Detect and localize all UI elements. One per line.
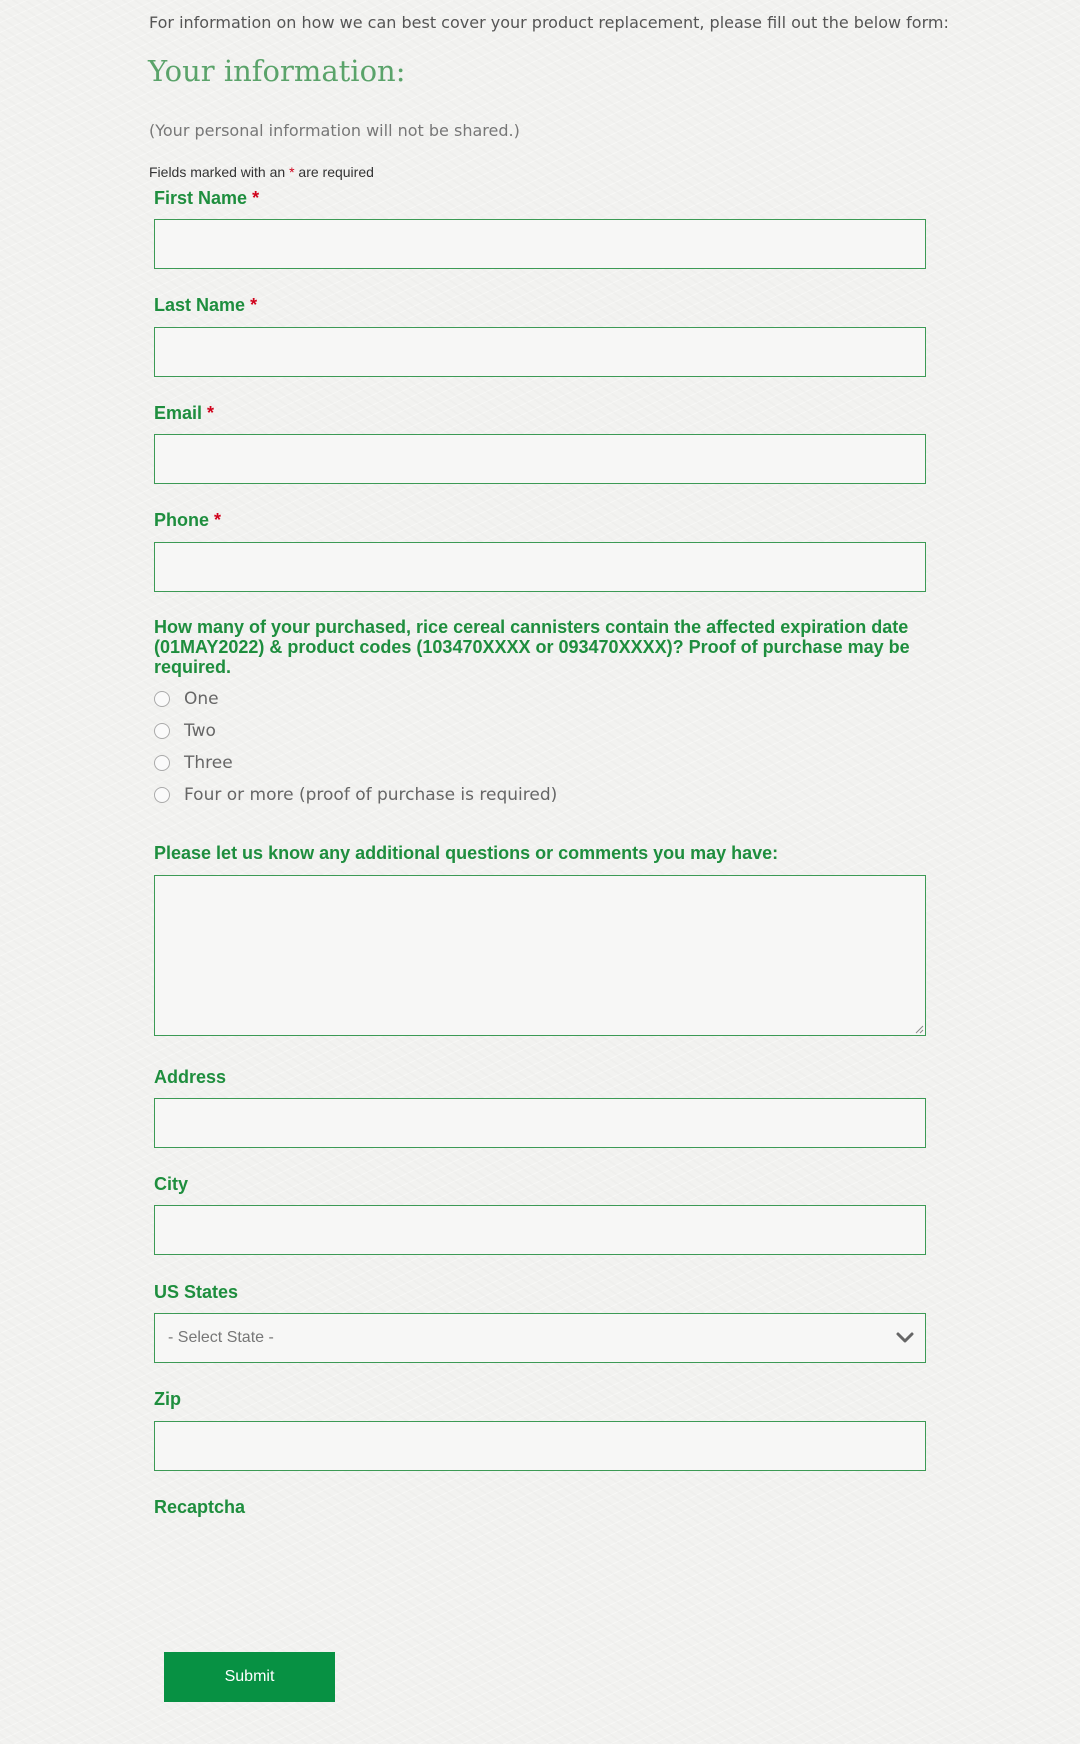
zip-label: Zip: [154, 1389, 181, 1409]
email-label: [154, 403, 214, 424]
comments-label: Please let us know any additional questions or comments you may have:: [154, 843, 779, 863]
city-label: City: [154, 1174, 189, 1194]
radio-option-four-or-more[interactable]: [154, 783, 557, 807]
required-note-star: *: [289, 164, 295, 180]
radio-option-label[interactable]: One: [184, 689, 219, 709]
section-title: Your information:: [148, 54, 406, 88]
resize-grip-icon[interactable]: [914, 1024, 924, 1034]
state-select-value[interactable]: - Select State -: [168, 1329, 274, 1346]
first-name-input[interactable]: [154, 219, 926, 269]
radio-option-three[interactable]: [154, 751, 233, 775]
required-note-after: are required: [294, 164, 374, 180]
radio-circle-icon[interactable]: [154, 723, 170, 739]
phone-required-star: *: [214, 510, 222, 530]
state-select[interactable]: [154, 1313, 926, 1363]
submit-button[interactable]: Submit: [164, 1652, 335, 1702]
email-input[interactable]: [154, 434, 926, 484]
email-required-star: *: [207, 403, 215, 423]
required-fields-note: [149, 164, 374, 180]
phone-input[interactable]: [154, 542, 926, 592]
last-name-label-text: Last Name: [154, 295, 246, 315]
radio-option-label[interactable]: Two: [184, 721, 216, 741]
intro-text: For information on how we can best cover your product replacement, please fill out the below form:: [149, 13, 949, 32]
address-label: Address: [154, 1067, 227, 1087]
email-label-text: Email: [154, 403, 203, 423]
radio-circle-icon[interactable]: [154, 787, 170, 803]
radio-circle-icon[interactable]: [154, 691, 170, 707]
chevron-down-icon[interactable]: [895, 1328, 915, 1348]
zip-input[interactable]: [154, 1421, 926, 1471]
first-name-label: [154, 188, 259, 209]
phone-label: [154, 510, 221, 531]
radio-option-label[interactable]: Four or more (proof of purchase is required): [184, 785, 558, 805]
privacy-note: (Your personal information will not be shared.): [149, 121, 520, 140]
radio-option-two[interactable]: [154, 719, 216, 743]
last-name-input[interactable]: [154, 327, 926, 377]
phone-label-text: Phone: [154, 510, 210, 530]
first-name-required-star: *: [252, 188, 260, 208]
radio-option-label[interactable]: Three: [184, 753, 233, 773]
last-name-label: [154, 295, 257, 316]
comments-textarea[interactable]: [154, 875, 926, 1036]
last-name-required-star: *: [250, 295, 258, 315]
canister-count-question: How many of your purchased, rice cereal cannisters contain the affected expiration date (01MAY2022) & product codes (103470XXXX or 093470XXXX)? Proof of purchase may be required.: [154, 617, 910, 677]
city-input[interactable]: [154, 1205, 926, 1255]
address-input[interactable]: [154, 1098, 926, 1148]
radio-option-one[interactable]: [154, 687, 219, 711]
recaptcha-label: Recaptcha: [154, 1497, 246, 1517]
required-note-before: Fields marked with an: [149, 164, 290, 180]
radio-circle-icon[interactable]: [154, 755, 170, 771]
state-label: US States: [154, 1282, 239, 1302]
first-name-label-text: First Name: [154, 188, 248, 208]
